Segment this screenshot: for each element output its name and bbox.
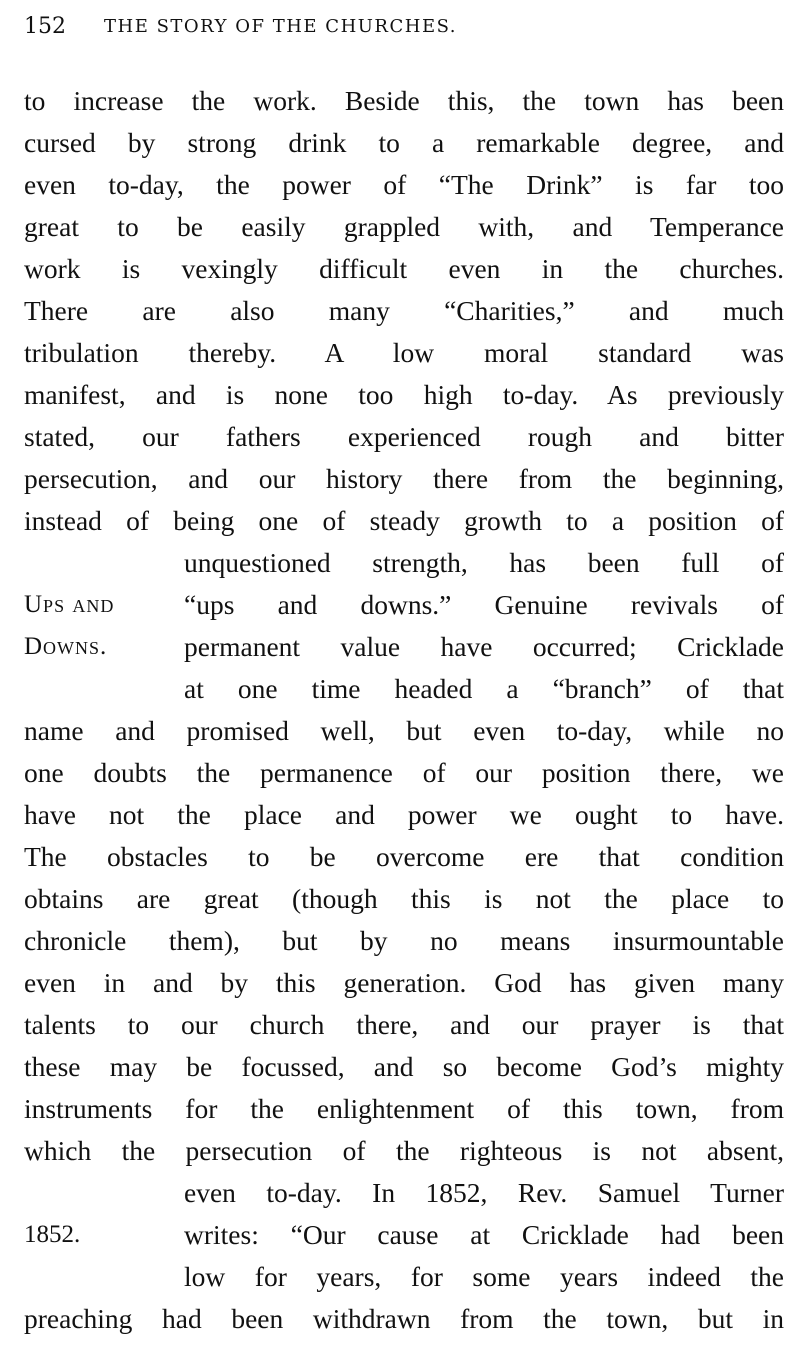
line-text: talents to our church there, and our prayer is that: [24, 1009, 784, 1040]
text-line: [24, 1130, 784, 1172]
text-line: [24, 542, 784, 584]
text-line: [24, 416, 784, 458]
line-text: these may be focussed, and so become God’s mighty: [24, 1051, 784, 1082]
text-line: [24, 332, 784, 374]
text-line: [24, 584, 784, 626]
text-line: [24, 836, 784, 878]
line-text: stated, our fathers experienced rough and bitter: [24, 421, 784, 452]
text-line: [24, 206, 784, 248]
line-text: persecution, and our history there from the beginning,: [24, 463, 784, 494]
text-line: [24, 1046, 784, 1088]
line-text: There are also many “Charities,” and much: [24, 295, 784, 326]
line-text: preaching had been withdrawn from the town, but in: [24, 1303, 784, 1334]
text-line: [24, 710, 784, 752]
text-line: [24, 1298, 784, 1340]
text-line: [24, 920, 784, 962]
line-text: one doubts the permanence of our position there, we: [24, 757, 784, 788]
line-text: even in and by this generation. God has given many: [24, 967, 784, 998]
line-text: to increase the work. Beside this, the town has been: [24, 85, 784, 116]
margin-note: Ups and: [24, 591, 115, 618]
line-text: even to-day. In 1852, Rev. Samuel Turner: [184, 1177, 784, 1208]
line-text: The obstacles to be overcome ere that condition: [24, 841, 784, 872]
line-text: unquestioned strength, has been full of: [184, 547, 784, 578]
text-line: [24, 122, 784, 164]
line-text: writes: “Our cause at Cricklade had been: [184, 1219, 784, 1250]
line-text: cursed by strong drink to a remarkable degree, and: [24, 127, 784, 158]
running-head: [24, 14, 784, 44]
text-line: [24, 794, 784, 836]
text-line: [24, 500, 784, 542]
text-line: [24, 80, 784, 122]
margin-note-year: 1852.: [24, 1221, 81, 1248]
running-title: THE STORY OF THE CHURCHES.: [104, 16, 458, 37]
line-text: great to be easily grappled with, and Temperance: [24, 211, 784, 242]
text-line: [24, 374, 784, 416]
line-text: permanent value have occurred; Cricklade: [184, 631, 784, 662]
line-text: “ups and downs.” Genuine revivals of: [184, 589, 784, 620]
text-line: [24, 878, 784, 920]
text-line: [24, 962, 784, 1004]
body-text: [24, 80, 784, 1340]
line-text: at one time headed a “branch” of that: [184, 673, 784, 704]
line-text: chronicle them), but by no means insurmountable: [24, 925, 784, 956]
line-text: which the persecution of the righteous is not absent,: [24, 1135, 784, 1166]
line-text: instruments for the enlightenment of this town, from: [24, 1093, 784, 1124]
line-text: obtains are great (though this is not the place to: [24, 883, 784, 914]
text-line: [24, 164, 784, 206]
text-line: [24, 1256, 784, 1298]
line-text: work is vexingly difficult even in the churches.: [24, 253, 784, 284]
text-line: [24, 1214, 784, 1256]
line-text: tribulation thereby. A low moral standard was: [24, 337, 784, 368]
text-line: [24, 626, 784, 668]
text-line: [24, 1172, 784, 1214]
margin-note: Downs.: [24, 633, 108, 660]
text-line: [24, 668, 784, 710]
text-line: [24, 1088, 784, 1130]
text-line: [24, 752, 784, 794]
line-text: low for years, for some years indeed the: [184, 1261, 784, 1292]
line-text: name and promised well, but even to-day, while no: [24, 715, 784, 746]
text-line: [24, 290, 784, 332]
text-line: [24, 1004, 784, 1046]
text-line: [24, 248, 784, 290]
line-text: instead of being one of steady growth to a position of: [24, 505, 784, 536]
line-text: have not the place and power we ought to have.: [24, 799, 784, 830]
line-text: even to-day, the power of “The Drink” is far too: [24, 169, 784, 200]
line-text: manifest, and is none too high to-day. As previously: [24, 379, 784, 410]
text-line: [24, 458, 784, 500]
page-number: 152: [24, 14, 66, 39]
